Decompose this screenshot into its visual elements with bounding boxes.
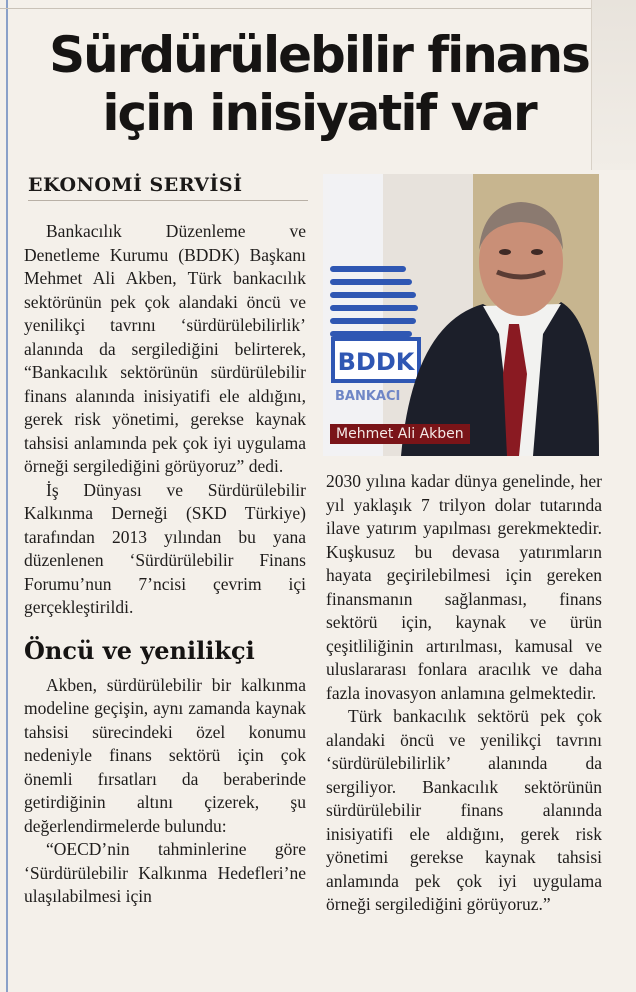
paragraph: 2030 yılına kadar dünya genelinde, her yıl yaklaşık 7 trilyon dolar tutarında ilave yatırım yapılması gerekmektedir. Kuşkusuz bu devasa yatırımların hayata geçirilebilmesi için gereken finansmanın sağlanması, finans sektörü için, kaynak ve ürün çeşitliliğinin artırılması, kamusal ve uluslararası fonlara aracılık ve daha fazla inovasyon anlamına gelmektedir. <box>326 471 602 703</box>
portrait-illustration <box>323 174 599 456</box>
headline <box>24 26 614 142</box>
paragraph: İş Dünyası ve Sürdürülebilir Kalkınma Derneği (SKD Türkiye) tarafından 2013 yılından bu yana düzenlenen ‘Sürdürülebilir Finans Forumu’nun 7’ncisi çevrim içi gerçekleştirildi. <box>24 479 306 617</box>
page-edge-rule <box>6 0 8 992</box>
photo-caption: Mehmet Ali Akben <box>330 424 470 444</box>
logo-subtext: BANKACI <box>335 389 401 404</box>
top-divider <box>0 8 612 9</box>
portrait-photo <box>323 174 599 456</box>
headline-line-2: için inisiyatif var <box>102 84 536 142</box>
article-column-right <box>326 470 602 917</box>
subheading: Öncü ve yenilikçi <box>24 635 255 665</box>
paragraph: Bankacılık Düzenleme ve Denetleme Kurumu (BDDK) Başkanı Mehmet Ali Akben, Türk bankacılık sektörünün pek çok alandaki öncü ve yenilikçi tavrını ‘sürdürülebilirlik’ alanında da sergilediğini belirterek, “Bankacılık sektörünün sürdürülebilir finans alanında inisiyatifi ele aldığını, gerek risk yönetimi, gerekse kaynak tahsisi anlamında pek çok iyi uygulama örneği sergilediğini görüyoruz” dedi. <box>24 221 306 476</box>
logo-text: BDDK <box>337 348 415 376</box>
byline: EKONOMİ SERVİSİ <box>28 174 308 201</box>
paragraph: Akben, sürdürülebilir bir kalkınma modeline geçişin, aynı zamanda kaynak tahsisi sürecindeki özel konumu nedeniyle finans sektörü için çok önemli fırsatları da beraberinde getirdiğinin altını çizerek, şu değerlendirmelerde bulundu: <box>24 674 306 836</box>
headline-line-1: Sürdürülebilir finans <box>49 26 589 84</box>
paragraph: “OECD’nin tahminlerine göre ‘Sürdürülebilir Kalkınma Hedefleri’ne ulaşılabilmesi için <box>24 839 306 906</box>
paragraph: Türk bankacılık sektörü pek çok alandaki öncü ve yenilikçi tavrını ‘sürdürülebilirlik’ alanında da sergiliyor. Bankacılık sektörünün sürdürülebilir finans alanında inisiyatifi ele aldığını, gerek risk yönetimi gerekse kaynak tahsisi anlamında pek çok iyi uygulama örneği sergilediğini görüyoruz.” <box>326 706 602 914</box>
article-column-left <box>24 220 306 909</box>
